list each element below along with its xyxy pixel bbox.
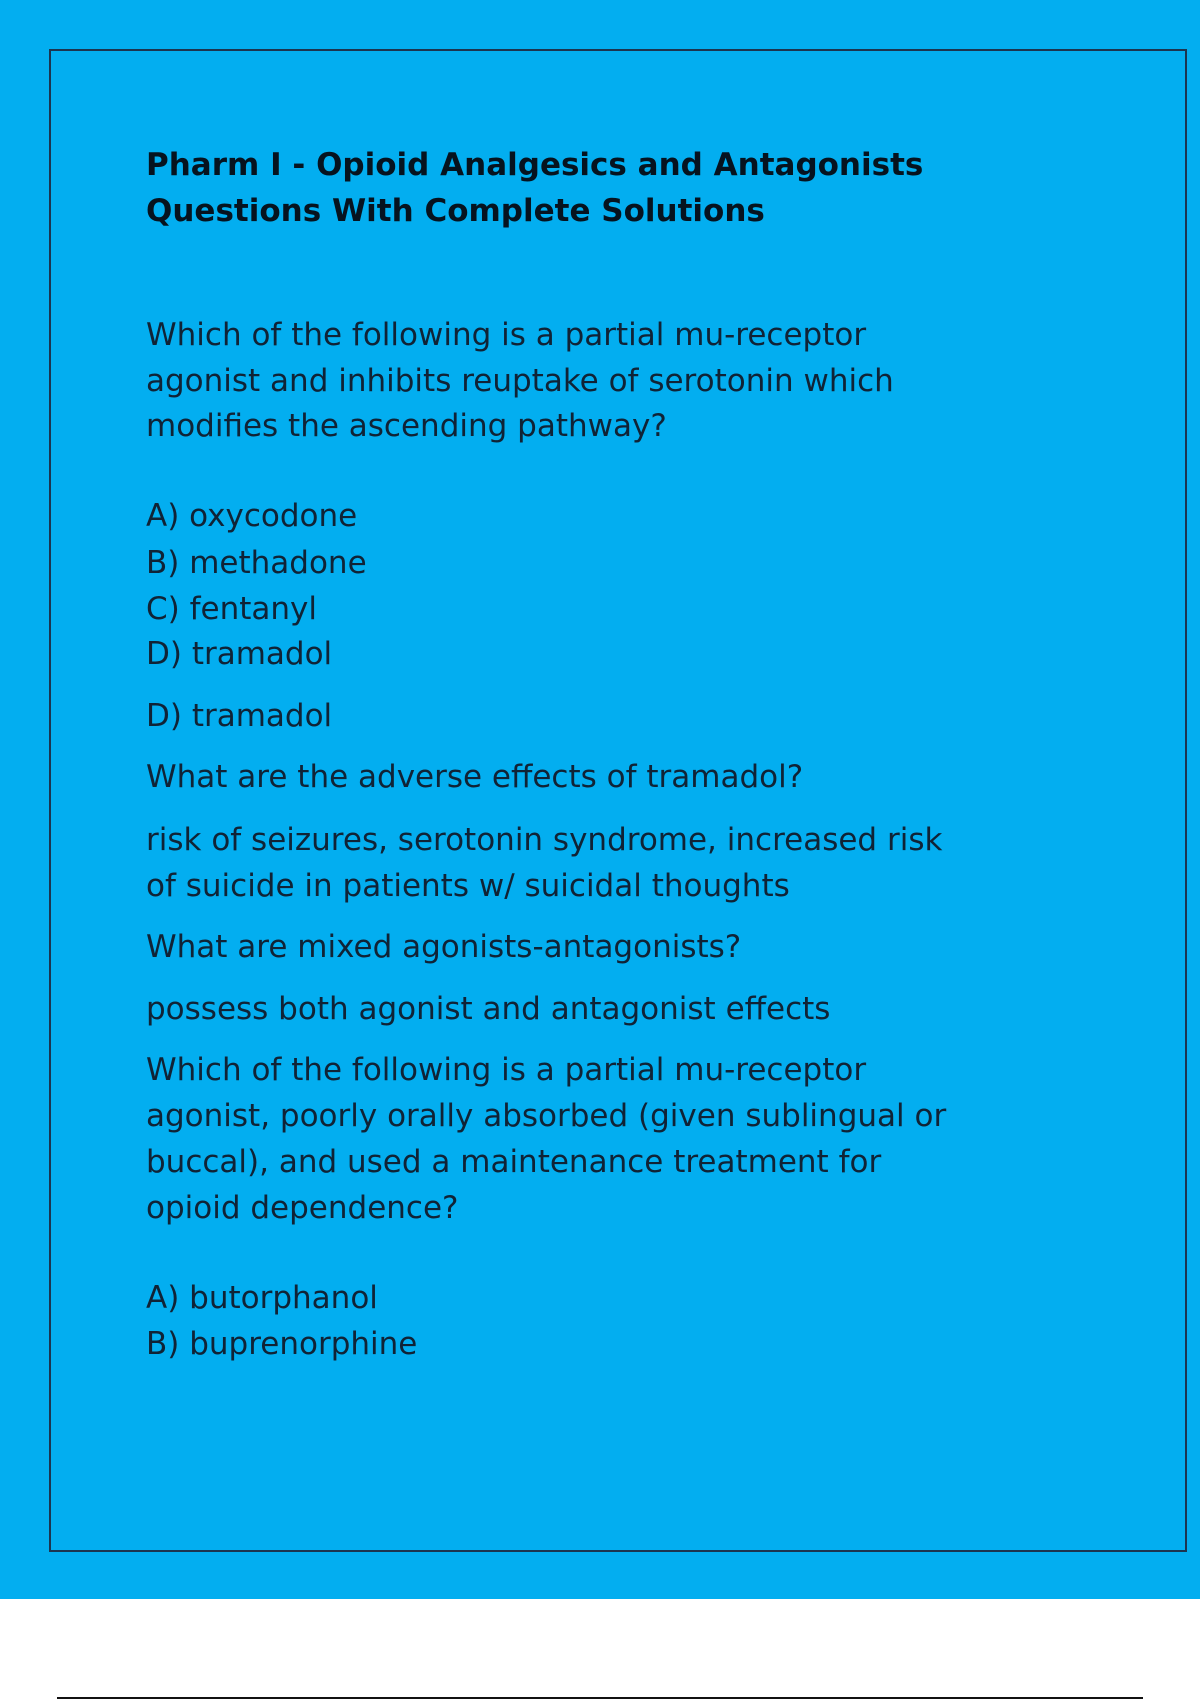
question-4-line-4: opioid dependence? bbox=[146, 1190, 459, 1226]
document-title-line-1: Pharm I - Opioid Analgesics and Antagonists bbox=[146, 147, 924, 183]
question-1-line-3: modifies the ascending pathway? bbox=[146, 408, 667, 444]
answer-2-line-2: of suicide in patients w/ suicidal thoughts bbox=[146, 868, 790, 904]
question-1-option-b: B) methadone bbox=[146, 545, 367, 581]
question-4-line-3: buccal), and used a maintenance treatment for bbox=[146, 1144, 882, 1180]
document-title-line-2: Questions With Complete Solutions bbox=[146, 193, 765, 229]
question-1-option-a: A) oxycodone bbox=[146, 498, 358, 534]
question-4-option-b: B) buprenorphine bbox=[146, 1326, 418, 1362]
question-2: What are the adverse effects of tramadol? bbox=[146, 759, 804, 795]
question-4-line-1: Which of the following is a partial mu-receptor bbox=[146, 1052, 867, 1088]
question-1-line-2: agonist and inhibits reuptake of serotonin which bbox=[146, 363, 894, 399]
question-1-option-c: C) fentanyl bbox=[146, 591, 317, 627]
question-1-option-d: D) tramadol bbox=[146, 636, 333, 672]
question-1-line-1: Which of the following is a partial mu-receptor bbox=[146, 317, 867, 353]
answer-2-line-1: risk of seizures, serotonin syndrome, increased risk bbox=[146, 822, 943, 858]
question-1-answer: D) tramadol bbox=[146, 698, 333, 734]
question-4-option-a: A) butorphanol bbox=[146, 1280, 378, 1316]
question-4-line-2: agonist, poorly orally absorbed (given sublingual or bbox=[146, 1098, 947, 1134]
question-3: What are mixed agonists-antagonists? bbox=[146, 929, 742, 965]
footer-divider bbox=[57, 1697, 1143, 1699]
answer-3: possess both agonist and antagonist effects bbox=[146, 991, 831, 1027]
